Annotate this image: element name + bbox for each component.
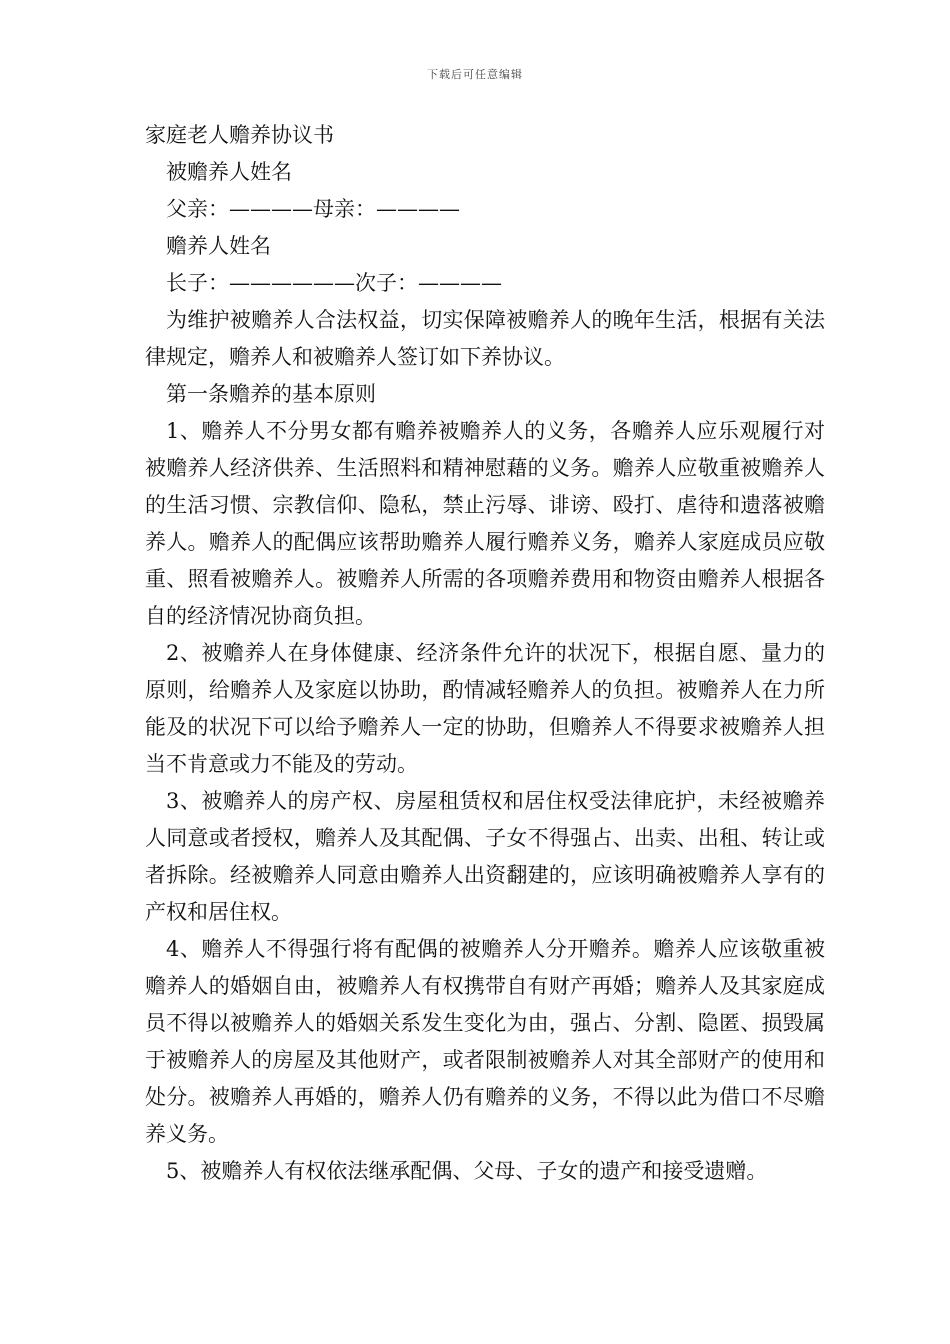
clause-paragraph-1: 1、赡养人不分男女都有赡养被赡养人的义务，各赡养人应乐观履行对被赡养人经济供养、生活照料和精神慰藉的义务。赡养人应敬重被赡养人的生活习惯、宗教信仰、隐私，禁止污辱、诽谤、殴打、虐待和遗落被赡养人。赡养人的配偶应该帮助赡养人履行赡养义务，赡养人家庭成员应敬重、照看被赡养人。被赡养人所需的各项赡养费用和物资由赡养人根据各自的经济情况协商负担。 bbox=[145, 419, 825, 628]
supporter-label: 赡养人姓名 bbox=[166, 234, 271, 258]
document-body bbox=[145, 117, 825, 1190]
parents-line: 父亲：————母亲：———— bbox=[166, 197, 460, 221]
intro-paragraph: 为维护被赡养人合法权益，切实保障被赡养人的晚年生活，根据有关法律规定，赡养人和被赡养人签订如下养协议。 bbox=[145, 308, 825, 369]
clause-paragraph-4: 4、赡养人不得强行将有配偶的被赡养人分开赡养。赡养人应该敬重被赡养人的婚姻自由，被赡养人有权携带自有财产再婚；赡养人及其家庭成员不得以被赡养人的婚姻关系发生变化为由，强占、分割、隐匿、损毁属于被赡养人的房屋及其他财产，或者限制被赡养人对其全部财产的使用和处分。被赡养人再婚的，赡养人仍有赡养的义务，不得以此为借口不尽赡养义务。 bbox=[145, 937, 825, 1146]
clause-paragraph-3: 3、被赡养人的房产权、房屋租赁权和居住权受法律庇护，未经被赡养人同意或者授权，赡养人及其配偶、子女不得强占、出卖、出租、转让或者拆除。经被赡养人同意由赡养人出资翻建的，应该明确被赡养人享有的产权和居住权。 bbox=[145, 789, 825, 924]
supported-person-label: 被赡养人姓名 bbox=[166, 160, 292, 184]
children-line: 长子：——————次子：———— bbox=[166, 271, 502, 295]
clause-paragraph-5: 5、被赡养人有权依法继承配偶、父母、子女的遗产和接受遗赠。 bbox=[166, 1159, 768, 1183]
header-note: 下载后可任意编辑 bbox=[427, 68, 523, 81]
clause-paragraph-2: 2、被赡养人在身体健康、经济条件允许的状况下，根据自愿、量力的原则，给赡养人及家庭以协助，酌情减轻赡养人的负担。被赡养人在力所能及的状况下可以给予赡养人一定的协助，但赡养人不得要求被赡养人担当不肯意或力不能及的劳动。 bbox=[145, 641, 825, 776]
document-title: 家庭老人赡养协议书 bbox=[145, 123, 334, 147]
article-1-heading: 第一条赡养的基本原则 bbox=[166, 382, 376, 406]
